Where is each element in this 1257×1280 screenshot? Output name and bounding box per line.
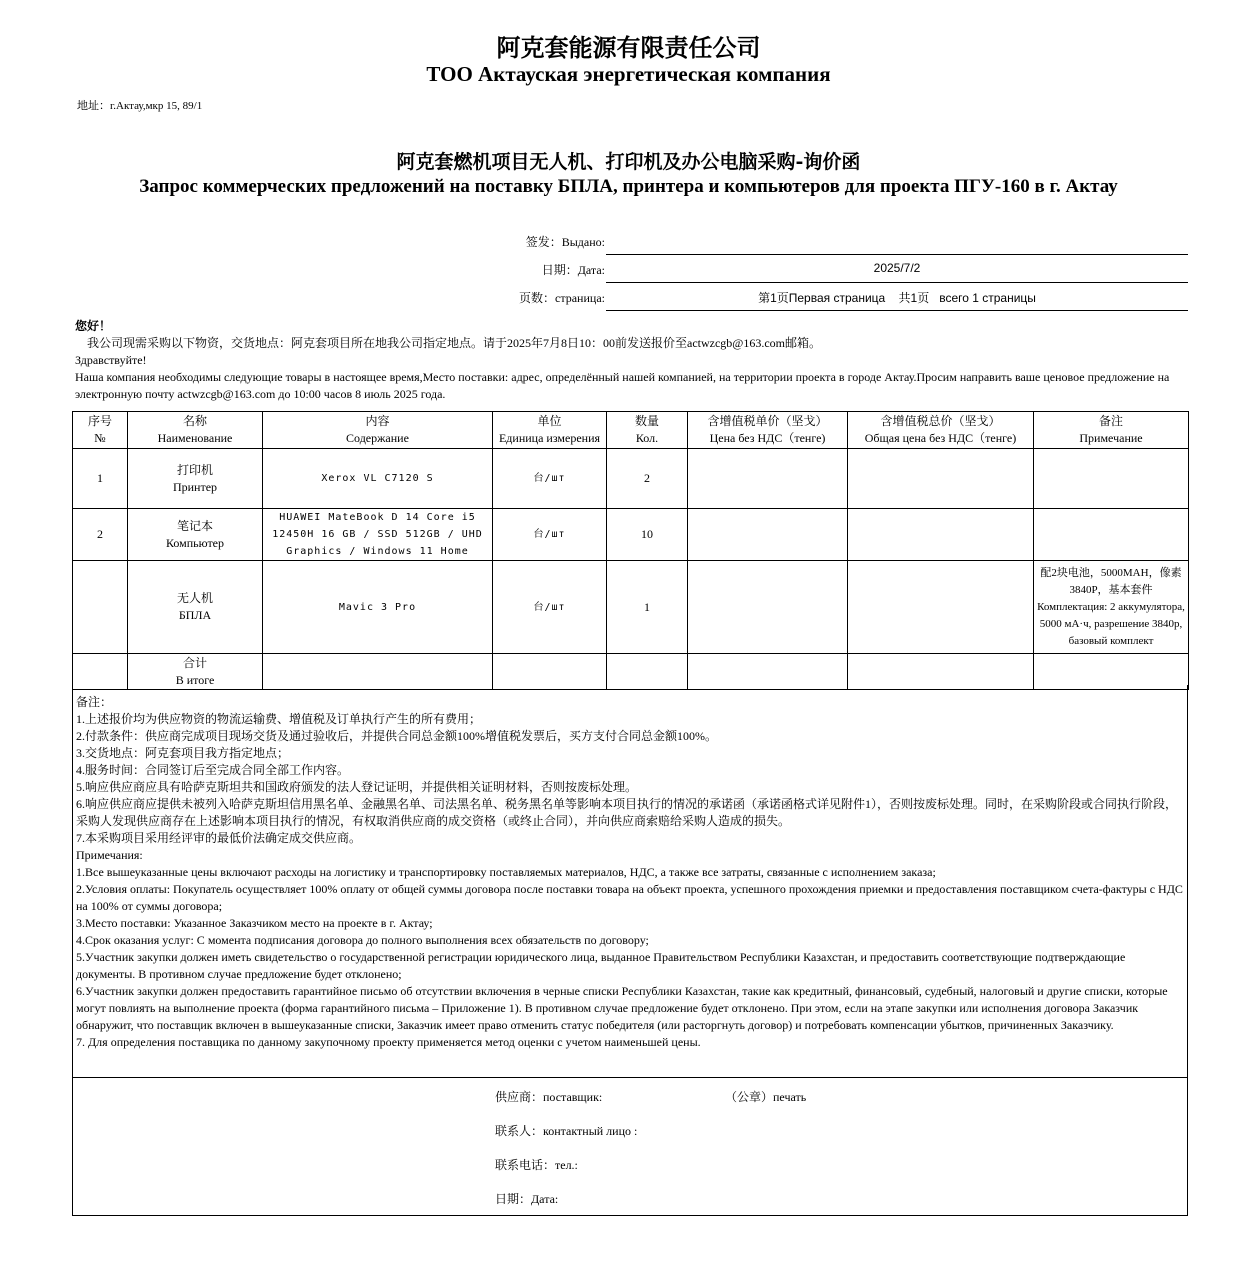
note-line: 1.Все вышеуказанные цены включают расходы на логистику и транспортировку поставляемых материалов, НДС, а также все затраты, связанные с исполнением заказа; <box>76 865 936 879</box>
pages-label: 页数：страница: <box>519 291 605 305</box>
table-header-row <box>73 412 1189 449</box>
note-line: 7.本采购项目采用经评审的最低价法确定成交供应商。 <box>76 831 362 845</box>
pages-value: 第1页Первая страница 共1页 всего 1 страницы <box>758 291 1036 305</box>
total-label: 合计 В итоге <box>128 654 263 690</box>
row-note <box>1034 449 1189 509</box>
table-row <box>73 509 1189 561</box>
supplier-label: 供应商：поставщик: <box>495 1090 603 1104</box>
header-no: 序号 № <box>73 412 128 449</box>
company-name-ru: ТОО Актауская энергетическая компания <box>426 62 831 86</box>
notes-list <box>73 694 1187 1051</box>
note-line: 4.服务时间：合同签订后至完成合同全部工作内容。 <box>76 763 350 777</box>
row-content: Mavic 3 Pro <box>263 561 493 654</box>
row-qty: 1 <box>607 561 688 654</box>
note-line: 6.响应供应商应提供未被列入哈萨克斯坦信用黑名单、金融黑名单、司法黑名单、税务黑名单等影响本项目执行的情况的承诺函（承诺函格式详见附件1），否则按废标处理。同时，在采购阶段或合同执行阶段，采购人发现供应商存在上述影响本项目执行的情况，有权取消供应商的成交资格（或终止合同），并向供应商索赔给采购人造成的损失。 <box>76 797 1178 828</box>
company-name-cn: 阿克套能源有限责任公司 <box>496 33 761 62</box>
seal-label: （公章）печать <box>725 1090 807 1104</box>
date-label: 日期：Дата: <box>541 263 605 277</box>
row-no: 1 <box>73 449 128 509</box>
row-note <box>1034 509 1189 561</box>
row-unit: 台/шт <box>493 561 607 654</box>
table-row <box>73 449 1189 509</box>
date-underline <box>606 282 1188 283</box>
row-total-price[interactable] <box>848 509 1034 561</box>
row-unit: 台/шт <box>493 509 607 561</box>
greeting-cn: 您好！ <box>75 319 112 333</box>
row-content: HUAWEI MateBook D 14 Core i5 12450H 16 GB / SSD 512GB / UHD Graphics / Windows 11 Home <box>263 509 493 561</box>
items-table <box>72 411 1189 690</box>
table-row <box>73 561 1189 654</box>
row-total-price[interactable] <box>848 449 1034 509</box>
header-total-price: 含增值税总价（坚戈） Общая цена без НДС（тенге) <box>848 412 1034 449</box>
note-line: 5.Участник закупки должен иметь свидетельство о государственной регистрации юридического лица, выданное Правительством Республики Казахстан, и предоставить соответствующие подтверждающие документы. В противном случае предложение будет отклонено; <box>76 950 1126 981</box>
note-line: 1.上述报价均为供应物资的物流运输费、增值税及订单执行产生的所有费用； <box>76 712 482 726</box>
contact-label: 联系人：контактный лицо : <box>495 1124 638 1138</box>
notes-box <box>72 685 1188 1078</box>
note-line: 3.Место поставки: Указанное Заказчиком место на проекте в г. Актау; <box>76 916 433 930</box>
row-unit-price[interactable] <box>688 561 848 654</box>
header-unit: 单位 Единица измерения <box>493 412 607 449</box>
intro-body-cn: 我公司现需采购以下物资，交货地点：阿克套项目所在地我公司指定地点。请于2025年7月8日10：00前发送报价至actwzcgb@163.com邮箱。 <box>87 336 822 350</box>
request-title-cn: 阿克套燃机项目无人机、打印机及办公电脑采购-询价函 <box>396 151 861 173</box>
sign-date-label: 日期：Дата: <box>495 1192 559 1206</box>
row-qty: 10 <box>607 509 688 561</box>
company-address: 地址：г.Актау,мкр 15, 89/1 <box>77 100 203 112</box>
row-note: 配2块电池，5000MAH，像素3840P，基本套件Комплектация: 2 аккумулятора, 5000 мА·ч, разрешение 3840p, базовый комплект <box>1034 561 1189 654</box>
row-no: 2 <box>73 509 128 561</box>
header-qty: 数量 Кол. <box>607 412 688 449</box>
row-total-price[interactable] <box>848 561 1034 654</box>
signature-box <box>72 1077 1188 1216</box>
header-unit-price: 含增值税单价（坚戈） Цена без НДС（тенге) <box>688 412 848 449</box>
note-line: 5.响应供应商应具有哈萨克斯坦共和国政府颁发的法人登记证明，并提供相关证明材料，否则按废标处理。 <box>76 780 638 794</box>
row-unit: 台/шт <box>493 449 607 509</box>
note-line: 备注： <box>76 695 113 709</box>
greeting-ru: Здравствуйте! <box>75 353 147 367</box>
row-name: 打印机 Принтер <box>128 449 263 509</box>
pages-underline <box>606 310 1188 311</box>
row-unit-price[interactable] <box>688 509 848 561</box>
row-qty: 2 <box>607 449 688 509</box>
row-content: Xerox VL C7120 S <box>263 449 493 509</box>
row-no <box>73 561 128 654</box>
issued-label: 签发：Выдано: <box>525 235 605 249</box>
note-line: 2.Условия оплаты: Покупатель осуществляет 100% оплату от общей суммы договора после поставки товара на объект проекта, успешного прохождения приемки и предоставления поставщиком счета-фактуры с НДС на 100% от суммы договора; <box>76 882 1183 913</box>
phone-label: 联系电话：тел.: <box>495 1158 578 1172</box>
row-name: 笔记本 Компьютер <box>128 509 263 561</box>
note-line: 4.Срок оказания услуг: С момента подписания договора до полного выполнения всех обязательств по договору; <box>76 933 649 947</box>
header-content: 内容 Содержание <box>263 412 493 449</box>
note-line: 2.付款条件：供应商完成项目现场交货及通过验收后，并提供合同总金额100%增值税发票后，买方支付合同总金额100%。 <box>76 729 717 743</box>
header-note: 备注 Примечание <box>1034 412 1189 449</box>
row-unit-price[interactable] <box>688 449 848 509</box>
note-line: Примечания: <box>76 848 143 862</box>
note-line: 6.Участник закупки должен предоставить гарантийное письмо об отсутствии включения в черные списки Республики Казахстан, такие как кредитный, финансовый, судебный, налоговый и другие списки, которые могут повлиять на выполнение проекта (форма гарантийного письма – Приложение 1). В противном случае предложение будет отклонено. При этом, если на этапе закупки или исполнения договора Заказчик обнаружит, что поставщик включен в вышеуказанные списки, Заказчик имеет право отменить статус победителя (или расторгнуть договор) и потребовать компенсации убытков, причиненных Заказчику. <box>76 984 1168 1032</box>
date-value: 2025/7/2 <box>873 261 921 275</box>
request-title-ru: Запрос коммерческих предложений на поставку БПЛА, принтера и компьютеров для проекта ПГУ-160 в г. Актау <box>139 176 1118 197</box>
issued-underline <box>606 254 1188 255</box>
note-line: 3.交货地点：阿克套项目我方指定地点； <box>76 746 290 760</box>
intro-body-ru: Наша компания необходимы следующие товары в настоящее время,Место поставки: адрес, определённый нашей компанией, на территории проекта в городе Актау.Просим направить ваше ценовое предложение на электронную почту actwzcgb@163.com до 10:00 часов 8 июль 2025 года. <box>75 370 1170 401</box>
row-name: 无人机 БПЛА <box>128 561 263 654</box>
header-name: 名称 Наименование <box>128 412 263 449</box>
note-line: 7. Для определения поставщика по данному закупочному проекту применяется метод оценки с учетом наименьшей цены. <box>76 1035 701 1049</box>
